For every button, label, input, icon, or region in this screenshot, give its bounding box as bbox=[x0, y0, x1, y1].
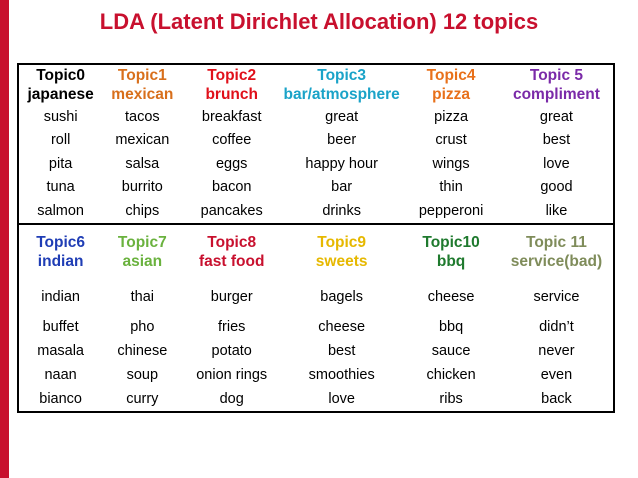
topic-word: potato bbox=[211, 342, 252, 359]
topic-word: burger bbox=[210, 288, 253, 305]
topic-word: crust bbox=[435, 132, 467, 149]
topic-word: bbq bbox=[438, 318, 464, 335]
topic-word: bianco bbox=[39, 390, 82, 407]
table-row bbox=[18, 363, 614, 387]
table-row bbox=[18, 199, 614, 224]
topic-word: mexican bbox=[115, 132, 170, 149]
topic-header-cell bbox=[102, 64, 182, 105]
topic-word: indian bbox=[41, 288, 80, 305]
topic-number: Topic 5 bbox=[529, 67, 583, 84]
table-row bbox=[18, 176, 614, 200]
topic-word: drinks bbox=[281, 199, 402, 224]
topic-label: japanese bbox=[27, 86, 94, 103]
topic-word: buffet bbox=[42, 318, 79, 335]
topic-word: curry bbox=[126, 390, 159, 407]
topic-word: sushi bbox=[43, 108, 78, 125]
topic-number: Topic8 bbox=[207, 233, 257, 251]
slide-title: LDA (Latent Dirichlet Allocation) 12 topics bbox=[99, 9, 539, 34]
topic-label: fast food bbox=[198, 252, 265, 270]
topic-label: bbq bbox=[436, 252, 466, 270]
topic-word: love bbox=[328, 390, 355, 407]
topic-word: bar bbox=[331, 179, 353, 196]
topic-word: like bbox=[500, 199, 614, 224]
topic-word: pancakes bbox=[182, 199, 281, 224]
topic-header-cell bbox=[102, 224, 182, 279]
topic-word: chicken bbox=[426, 366, 476, 383]
table-row bbox=[18, 279, 614, 315]
topic-header-cell bbox=[281, 224, 402, 279]
topic-word: pita bbox=[48, 155, 73, 172]
topic-word: pepperoni bbox=[402, 199, 500, 224]
table-row bbox=[18, 129, 614, 153]
topic-word: beer bbox=[327, 132, 357, 149]
topic-word: service bbox=[533, 288, 580, 305]
topic-label: indian bbox=[37, 252, 84, 270]
topic-word: back bbox=[541, 390, 572, 407]
topic-word: breakfast bbox=[201, 108, 262, 125]
topic-word: happy hour bbox=[305, 155, 378, 172]
topic-word: soup bbox=[126, 366, 159, 383]
topic-word: thin bbox=[439, 179, 463, 196]
topic-word: bagels bbox=[320, 288, 364, 305]
topic-header-cell bbox=[402, 224, 500, 279]
topic-number: Topic10 bbox=[422, 233, 480, 251]
topic-word: salmon bbox=[18, 199, 102, 224]
topic-word: dog bbox=[219, 390, 244, 407]
topics-table bbox=[17, 63, 615, 413]
topic-word: tacos bbox=[124, 108, 160, 125]
topic-label: asian bbox=[122, 252, 163, 270]
topic-number: Topic2 bbox=[207, 67, 257, 84]
topic-word: wings bbox=[432, 155, 470, 172]
topic-word: bacon bbox=[211, 179, 252, 196]
table-row bbox=[18, 339, 614, 363]
topic-number: Topic7 bbox=[117, 233, 167, 251]
topic-word: thai bbox=[130, 288, 155, 305]
topic-header-cell bbox=[500, 224, 614, 279]
topic-word: never bbox=[538, 342, 575, 359]
topic-label: service(bad) bbox=[510, 252, 603, 270]
topic-word: tuna bbox=[46, 179, 75, 196]
topic-word: best bbox=[327, 342, 356, 359]
topic-header-cell bbox=[402, 64, 500, 105]
topic-word: best bbox=[542, 132, 571, 149]
top-header-row bbox=[18, 64, 614, 105]
topic-number: Topic 11 bbox=[526, 233, 587, 251]
topic-word: pho bbox=[130, 318, 155, 335]
topic-word: cheese bbox=[318, 318, 366, 335]
topic-word: even bbox=[540, 366, 573, 383]
topic-word: pizza bbox=[434, 108, 469, 125]
topic-header-cell bbox=[182, 64, 281, 105]
topic-label: mexican bbox=[111, 86, 174, 103]
topic-word: cheese bbox=[427, 288, 475, 305]
topic-word: fries bbox=[218, 318, 246, 335]
topic-word: chips bbox=[102, 199, 182, 224]
topic-number: Topic0 bbox=[36, 67, 86, 84]
topic-word: chinese bbox=[117, 342, 168, 359]
topic-word: ribs bbox=[439, 390, 463, 407]
topic-label: sweets bbox=[315, 252, 368, 270]
topic-label: pizza bbox=[432, 86, 471, 103]
topic-word: coffee bbox=[212, 132, 252, 149]
topic-word: great bbox=[325, 108, 359, 125]
topic-word: great bbox=[539, 108, 573, 125]
table-row bbox=[18, 387, 614, 412]
topic-word: sauce bbox=[431, 342, 471, 359]
accent-side-bar bbox=[0, 0, 9, 478]
topic-header-cell bbox=[18, 224, 102, 279]
topic-number: Topic9 bbox=[317, 233, 367, 251]
topic-word: masala bbox=[37, 342, 84, 359]
topic-label: bar/atmosphere bbox=[283, 86, 400, 103]
topic-label: compliment bbox=[512, 86, 600, 103]
topic-word: eggs bbox=[215, 155, 248, 172]
topic-word: good bbox=[540, 179, 573, 196]
topic-header-cell bbox=[182, 224, 281, 279]
topic-word: burrito bbox=[121, 179, 163, 196]
topic-header-cell bbox=[18, 64, 102, 105]
table-row bbox=[18, 105, 614, 129]
topic-header-cell bbox=[281, 64, 402, 105]
topic-number: Topic4 bbox=[426, 67, 476, 84]
topic-word: roll bbox=[50, 132, 71, 149]
topic-word: onion rings bbox=[196, 366, 268, 383]
table-row bbox=[18, 315, 614, 339]
topic-word: smoothies bbox=[308, 366, 375, 383]
topic-header-cell bbox=[500, 64, 614, 105]
topic-number: Topic1 bbox=[117, 67, 167, 84]
topic-word: love bbox=[543, 155, 570, 172]
topic-word: salsa bbox=[125, 155, 160, 172]
topic-number: Topic3 bbox=[317, 67, 367, 84]
topic-word: didn’t bbox=[539, 318, 574, 335]
bottom-header-row bbox=[18, 224, 614, 279]
topic-word: naan bbox=[44, 366, 77, 383]
topic-number: Topic6 bbox=[36, 233, 86, 251]
topic-label: brunch bbox=[205, 86, 258, 103]
table-row bbox=[18, 152, 614, 176]
